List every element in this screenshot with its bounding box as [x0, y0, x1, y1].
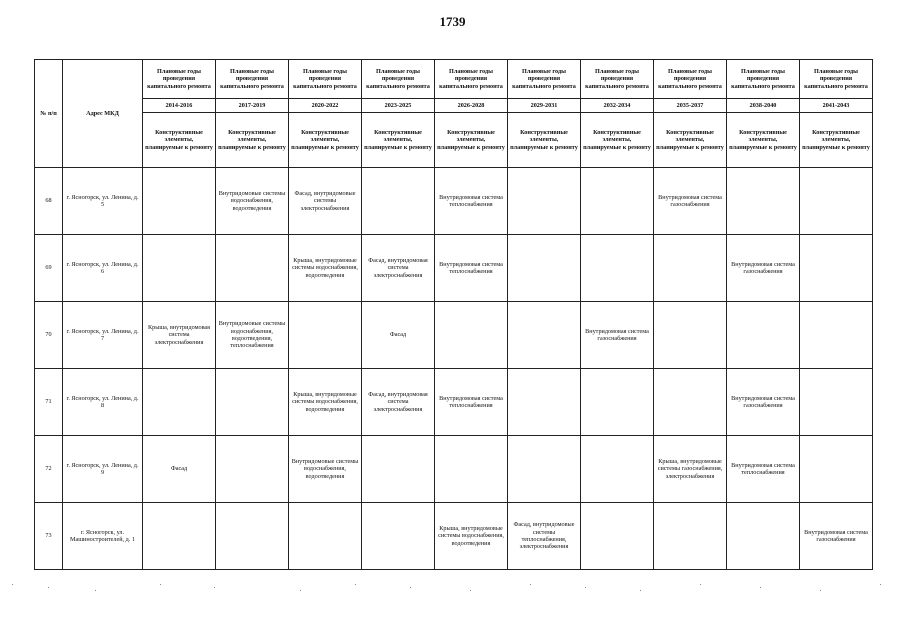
table-cell [581, 436, 654, 503]
table-cell [289, 503, 362, 570]
table-cell [216, 436, 289, 503]
row-address: г. Ясногорск, ул. Ленина, д. 7 [63, 302, 143, 369]
table-cell [654, 302, 727, 369]
period-header: Плановые годы проведения капитального ремонта [581, 60, 654, 99]
table-cell [216, 235, 289, 302]
table-cell: Крыша, внутридомовые системы водоснабжения, водоотведения [289, 369, 362, 436]
row-number: 68 [35, 168, 63, 235]
table-cell: Внутридомовая система газоснабжения [727, 369, 800, 436]
scan-speck [410, 587, 411, 588]
scan-speck [470, 590, 471, 591]
year-header: 2038-2040 [727, 99, 800, 113]
year-header: 2020-2022 [289, 99, 362, 113]
table-cell [435, 436, 508, 503]
table-cell [289, 302, 362, 369]
table-cell [362, 436, 435, 503]
table-cell [654, 503, 727, 570]
table-cell [508, 235, 581, 302]
scan-artifact-dots [0, 584, 905, 594]
table-cell [143, 235, 216, 302]
table-cell [581, 168, 654, 235]
row-address: г. Ясногорск, ул. Ленина, д. 8 [63, 369, 143, 436]
period-header-row [35, 60, 873, 99]
period-header: Плановые годы проведения капитального ремонта [508, 60, 581, 99]
row-number: 72 [35, 436, 63, 503]
table-cell: Внутридомовая система теплоснабжения [727, 436, 800, 503]
table-cell [581, 369, 654, 436]
scan-speck [300, 590, 301, 591]
row-address: г. Ясногорск, ул. Машиностроителей, д. 1 [63, 503, 143, 570]
scan-speck [820, 590, 821, 591]
period-header: Плановые годы проведения капитального ремонта [800, 60, 873, 99]
table-cell: Фасад, внутридомовая система электроснабжения [362, 369, 435, 436]
table-cell: Внутридомовая система теплоснабжения [435, 168, 508, 235]
element-header: Конструктивные элементы, планируемые к ремонту [508, 113, 581, 168]
element-header: Конструктивные элементы, планируемые к ремонту [581, 113, 654, 168]
table-row [35, 302, 873, 369]
table-cell: Крыша, внутридомовая система электроснабжения [143, 302, 216, 369]
year-header: 2035-2037 [654, 99, 727, 113]
table-cell: Крыша, внутридомовые системы водоснабжения, водоотведения [289, 235, 362, 302]
table-cell [508, 436, 581, 503]
table-row [35, 436, 873, 503]
table-row [35, 503, 873, 570]
scan-speck [700, 584, 701, 585]
table-cell: Внутридомовая система газоснабжения [581, 302, 654, 369]
element-header: Конструктивные элементы, планируемые к ремонту [727, 113, 800, 168]
table-cell: Фасад [362, 302, 435, 369]
row-number: 70 [35, 302, 63, 369]
page-number: 1739 [439, 14, 466, 29]
table-cell [143, 168, 216, 235]
table-row [35, 168, 873, 235]
element-header: Конструктивные элементы, планируемые к ремонту [289, 113, 362, 168]
scan-speck [355, 584, 356, 585]
table-cell [727, 168, 800, 235]
number-column-header: № п/п [35, 60, 63, 168]
period-header: Плановые годы проведения капитального ремонта [435, 60, 508, 99]
table-cell [800, 235, 873, 302]
year-header: 2026-2028 [435, 99, 508, 113]
table-cell: Крыша, внутридомовые системы газоснабжения, электроснабжения [654, 436, 727, 503]
row-number: 71 [35, 369, 63, 436]
scan-speck [48, 587, 49, 588]
scan-speck [760, 587, 761, 588]
period-header: Плановые годы проведения капитального ремонта [216, 60, 289, 99]
element-header: Конструктивные элементы, планируемые к ремонту [435, 113, 508, 168]
scan-speck [214, 587, 215, 588]
element-header: Конструктивные элементы, планируемые к ремонту [800, 113, 873, 168]
element-header: Конструктивные элементы, планируемые к ремонту [143, 113, 216, 168]
period-header: Плановые годы проведения капитального ремонта [654, 60, 727, 99]
scan-speck [530, 584, 531, 585]
year-header: 2017-2019 [216, 99, 289, 113]
table-cell: Внутридомовая система газоснабжения [800, 503, 873, 570]
table-cell [800, 369, 873, 436]
scan-speck [880, 584, 881, 585]
period-header: Плановые годы проведения капитального ремонта [143, 60, 216, 99]
table-cell: Внутридомовая система газоснабжения [727, 235, 800, 302]
table-cell [362, 168, 435, 235]
scan-speck [95, 590, 96, 591]
table-cell [143, 369, 216, 436]
table-cell [362, 503, 435, 570]
element-header: Конструктивные элементы, планируемые к ремонту [216, 113, 289, 168]
table-cell: Внутридомовая система газоснабжения [654, 168, 727, 235]
year-header: 2032-2034 [581, 99, 654, 113]
scan-speck [585, 587, 586, 588]
row-address: г. Ясногорск, ул. Ленина, д. 5 [63, 168, 143, 235]
table-cell: Фасад, внутридомовая система электроснабжения [362, 235, 435, 302]
table-cell: Внутридомовые системы водоснабжения, водоотведения [216, 168, 289, 235]
scan-speck [160, 584, 161, 585]
table-cell: Фасад [143, 436, 216, 503]
table-cell [435, 302, 508, 369]
year-header: 2041-2043 [800, 99, 873, 113]
table-cell [143, 503, 216, 570]
table-cell: Фасад, внутридомовые системы электроснабжения [289, 168, 362, 235]
scan-speck [640, 590, 641, 591]
table-cell [727, 302, 800, 369]
table-cell [508, 168, 581, 235]
table-cell [581, 235, 654, 302]
table-cell: Крыша, внутридомовые системы водоснабжения, водоотведения [435, 503, 508, 570]
table-cell: Внутридомовая система теплоснабжения [435, 235, 508, 302]
table-cell [216, 503, 289, 570]
table-cell: Внутридомовые системы водоснабжения, водоотведения [289, 436, 362, 503]
year-header: 2014-2016 [143, 99, 216, 113]
table-cell: Внутридомовые системы водоснабжения, водоотведения, теплоснабжения [216, 302, 289, 369]
row-number: 69 [35, 235, 63, 302]
table-cell [800, 302, 873, 369]
element-header: Конструктивные элементы, планируемые к ремонту [654, 113, 727, 168]
scan-speck [12, 584, 13, 585]
period-header: Плановые годы проведения капитального ремонта [727, 60, 800, 99]
table-cell [800, 436, 873, 503]
table-cell [654, 235, 727, 302]
year-header: 2023-2025 [362, 99, 435, 113]
table-cell [216, 369, 289, 436]
table-cell [508, 369, 581, 436]
table-cell [727, 503, 800, 570]
row-number: 73 [35, 503, 63, 570]
address-column-header: Адрес МКД [63, 60, 143, 168]
year-header-row [35, 99, 873, 113]
element-header-row [35, 113, 873, 168]
table-cell [800, 168, 873, 235]
table-cell [654, 369, 727, 436]
table-cell [508, 302, 581, 369]
period-header: Плановые годы проведения капитального ремонта [362, 60, 435, 99]
repair-schedule-table [34, 59, 873, 570]
table-row [35, 235, 873, 302]
row-address: г. Ясногорск, ул. Ленина, д. 6 [63, 235, 143, 302]
year-header: 2029-2031 [508, 99, 581, 113]
period-header: Плановые годы проведения капитального ремонта [289, 60, 362, 99]
table-cell: Внутридомовая система теплоснабжения [435, 369, 508, 436]
table-row [35, 369, 873, 436]
row-address: г. Ясногорск, ул. Ленина, д. 9 [63, 436, 143, 503]
table-cell [581, 503, 654, 570]
element-header: Конструктивные элементы, планируемые к ремонту [362, 113, 435, 168]
table-cell: Фасад, внутридомовые системы теплоснабжения, электроснабжения [508, 503, 581, 570]
